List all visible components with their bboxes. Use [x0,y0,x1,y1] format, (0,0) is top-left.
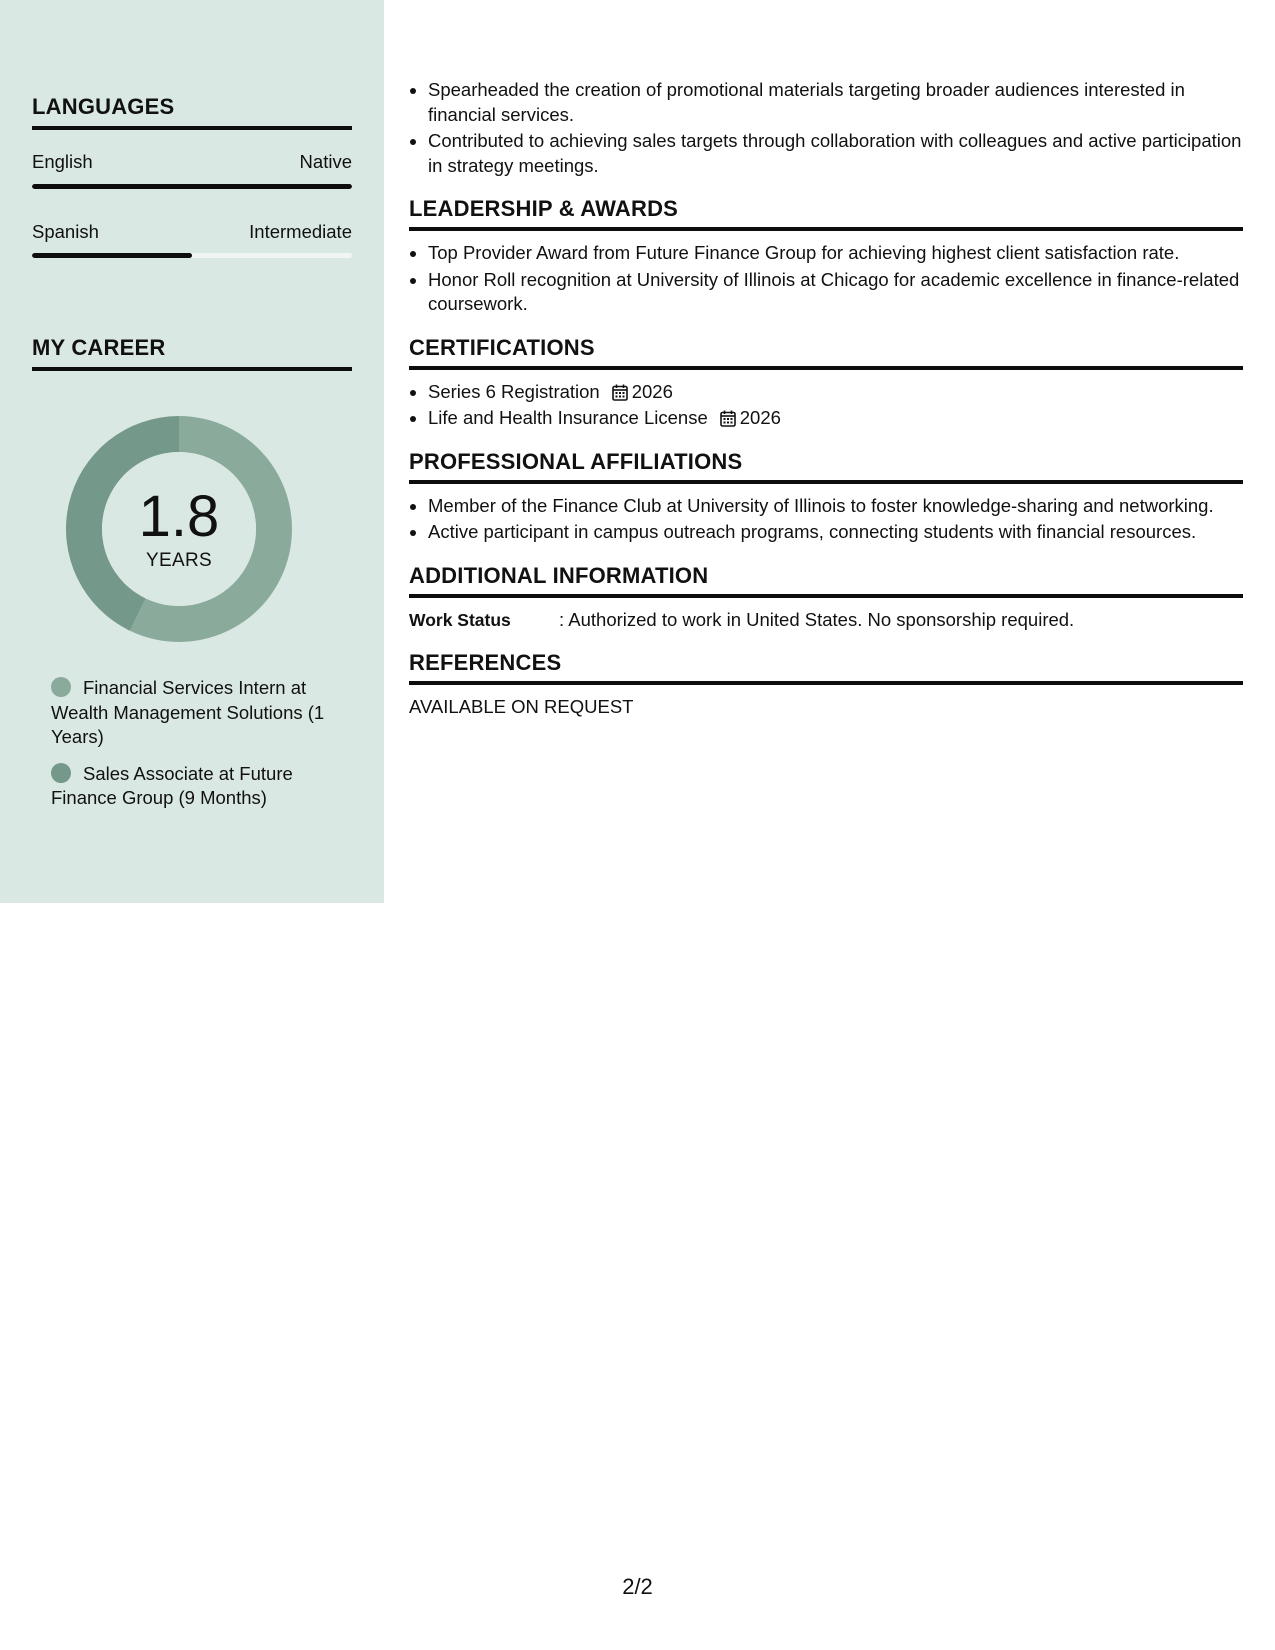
additional-info-heading: ADDITIONAL INFORMATION [409,563,1243,598]
career-legend [51,676,331,823]
career-role-label: Sales Associate at Future Finance Group (9 Months) [51,762,293,808]
certification-year: 2026 [739,407,781,428]
certification-date [612,381,673,402]
calendar-icon [720,410,736,427]
certification-item [428,380,1243,405]
language-row-english [32,151,352,173]
experience-bullet: • Contributed to achieving sales targets through collaboration with colleagues and active participation in strategy meetings. [428,129,1243,178]
leadership-item: • Top Provider Award from Future Finance Group for achieving highest client satisfaction rate. [428,241,1243,266]
certification-item [428,406,1243,431]
language-level: Intermediate [249,221,352,242]
career-heading: MY CAREER [32,335,352,371]
sidebar [0,0,384,903]
main-content [409,78,1243,719]
leadership-heading: LEADERSHIP & AWARDS [409,196,1243,231]
language-name: Spanish [32,221,99,242]
languages-heading: LANGUAGES [32,94,352,130]
language-level: Native [299,151,352,172]
certification-name: Life and Health Insurance License [428,407,708,428]
certifications-list [409,380,1243,431]
language-bar-spanish [32,253,352,258]
language-bar-fill [32,253,192,258]
career-donut-chart [66,416,292,642]
legend-dot [51,763,71,783]
certification-year: 2026 [631,380,673,402]
career-role-item [51,676,331,750]
affiliation-item: • Member of the Finance Club at University of Illinois to foster knowledge-sharing and networking. [428,494,1243,519]
affiliations-heading: PROFESSIONAL AFFILIATIONS [409,449,1243,484]
language-bar-english [32,184,352,189]
references-text: AVAILABLE ON REQUEST [409,695,634,717]
language-bar-fill [32,184,352,189]
experience-bullets [409,78,1243,178]
references-heading: REFERENCES [409,650,1243,685]
language-row-spanish [32,221,352,243]
affiliation-item: • Active participant in campus outreach programs, connecting students with financial resources. [428,520,1243,545]
career-role-label: Financial Services Intern at Wealth Management Solutions (1 Years) [51,677,325,747]
career-role-item [51,762,331,811]
work-status-row [409,608,1243,632]
certifications-heading: CERTIFICATIONS [409,335,1243,370]
certification-name: Series 6 Registration [428,380,600,402]
page-number: 2/2 [622,1574,653,1599]
certification-date [720,407,781,428]
career-total-unit: YEARS [146,550,212,571]
career-total-value: 1.8 [138,484,220,549]
leadership-item: • Honor Roll recognition at University of Illinois at Chicago for academic excellence in finance-related coursework. [428,268,1243,317]
leadership-list [409,241,1243,317]
affiliations-list [409,494,1243,545]
experience-bullet: • Spearheaded the creation of promotional materials targeting broader audiences interested in financial services. [428,78,1243,127]
legend-dot [51,677,71,697]
work-status-value: : Authorized to work in United States. No sponsorship required. [559,608,1075,630]
language-name: English [32,151,93,172]
career-total [66,416,292,642]
work-status-label: Work Status [409,609,511,630]
calendar-icon [612,384,628,401]
